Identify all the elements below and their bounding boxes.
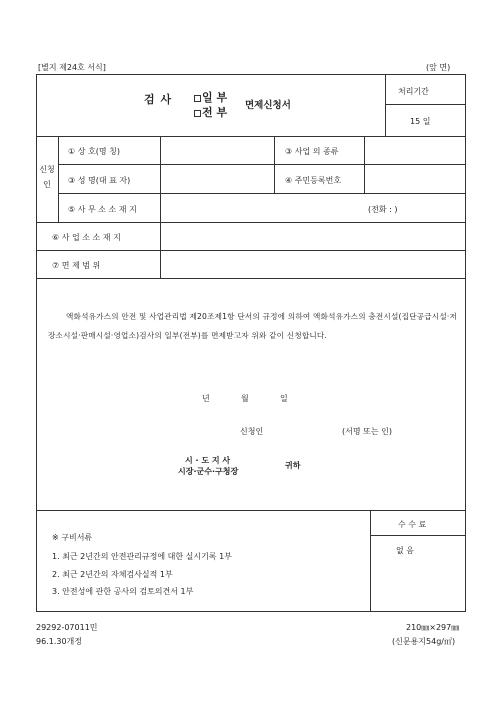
processing-period-value: 15 일 (410, 117, 431, 126)
input-representative[interactable] (162, 166, 272, 192)
label-business-type: ③ 사업 의 종류 (285, 147, 339, 156)
option-partial-label: 일 부 (202, 91, 228, 104)
signature-hint: (서명 또는 인) (342, 427, 392, 436)
label-company-name: ① 상 호(명 칭) (68, 147, 120, 156)
attachment-item: 1. 최근 2년간의 안전관리규정에 대한 실시기록 1부 (52, 552, 232, 561)
option-partial[interactable] (194, 89, 227, 105)
addressee-mayor: 시장·군수·구청장 (178, 467, 239, 476)
paper-size: 210㎜×297㎜ (406, 623, 460, 632)
fee-label: 수 수 료 (398, 520, 427, 529)
addressee-governor: 시 · 도 지 사 (185, 456, 231, 465)
paper-type: (신문용지54g/㎡) (392, 637, 456, 646)
option-full-label: 전 부 (202, 106, 228, 119)
label-exemption-scope: ⑦ 면 제 범 위 (52, 261, 101, 270)
option-full[interactable] (194, 104, 227, 120)
application-statement: 액화석유가스의 안전 및 사업관리법 제20조제1항 단서의 규정에 의하여 액화석유가스의 충전시설(집단공급시설·저장소시설·판매시설·영업소)검사의 일부(전부)를 면제받고자 위와 같이 신청합니다. (48, 312, 458, 340)
attachment-item: 3. 안전성에 관한 공사의 검토의견서 1부 (52, 587, 194, 596)
attachment-item: 2. 최근 2년간의 자체검사실적 1부 (52, 570, 173, 579)
input-business-type[interactable] (366, 138, 464, 163)
input-exemption-scope[interactable] (162, 252, 462, 277)
date-day: 일 (280, 394, 288, 403)
processing-period-label: 처리기간 (398, 87, 429, 96)
phone-field: (전화 : ) (368, 205, 398, 214)
input-resident-number[interactable] (366, 166, 464, 192)
title-suffix: 면제신청서 (245, 100, 291, 111)
addressee-honorific: 귀하 (285, 461, 301, 470)
title-prefix: 검 사 (144, 93, 173, 106)
input-company-name[interactable] (162, 138, 272, 163)
form-number: [별지 제24호 서식] (38, 63, 106, 72)
signature-applicant-label: 신청인 (240, 427, 264, 436)
checkbox-full[interactable] (194, 110, 201, 117)
label-business-address: ⑥ 사 업 소 소 재 지 (52, 233, 121, 242)
input-office-address[interactable] (162, 195, 462, 221)
form-code: 29292-07011민 (36, 623, 98, 632)
date-month: 월 (241, 394, 249, 403)
label-office-address: ⑤ 사 무 소 소 재 지 (68, 205, 137, 214)
label-resident-number: ④ 주민등록번호 (285, 176, 342, 185)
date-year: 년 (202, 394, 210, 403)
label-representative: ③ 성 명(대 표 자) (68, 176, 131, 185)
input-business-address[interactable] (162, 224, 462, 249)
revision-date: 96.1.30개정 (36, 637, 82, 646)
applicant-section-label: 신청인 (39, 165, 55, 189)
checkbox-partial[interactable] (194, 95, 201, 102)
attachments-heading: ※ 구비서류 (52, 533, 93, 542)
page-side-label: (앞 면) (426, 63, 451, 72)
fee-value: 없 음 (396, 546, 414, 555)
